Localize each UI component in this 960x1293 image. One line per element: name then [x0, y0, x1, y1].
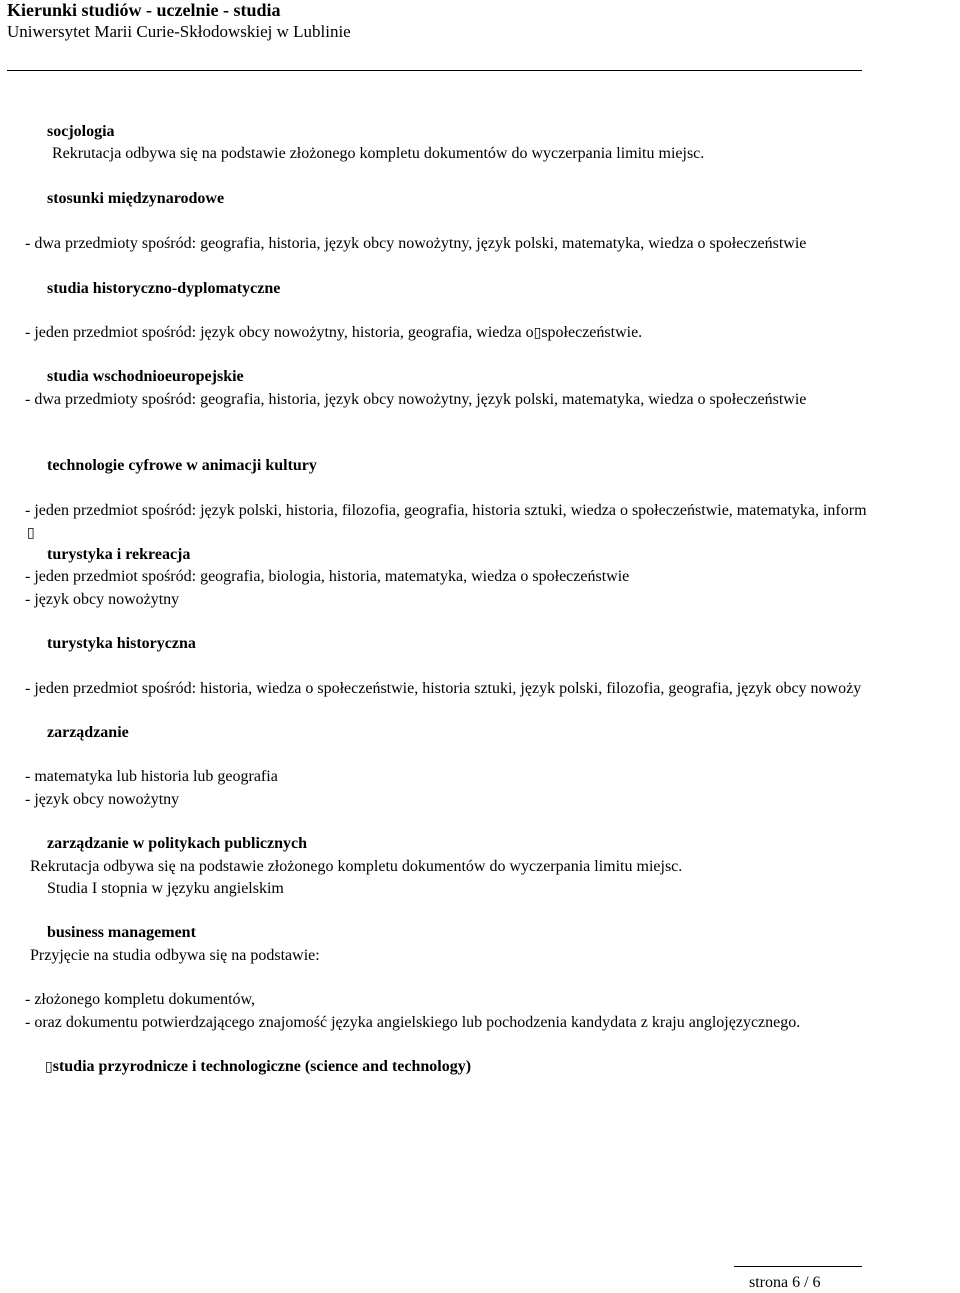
section-title-socjologia: socjologia	[47, 123, 115, 140]
section-req-zarzadzanie-1: - matematyka lub historia lub geografia	[25, 768, 278, 785]
section-req-turystyka-historyczna: - jeden przedmiot spośród: historia, wiedza o społeczeństwie, historia sztuki, język polski, filozofia, geografia, język obcy nowoży	[25, 680, 862, 697]
section-req-historyczno-end: społeczeństwie.	[541, 324, 643, 341]
section-title-polityki: zarządzanie w politykach publicznych	[47, 835, 308, 852]
section-req-business-1: - złożonego kompletu dokumentów,	[25, 991, 256, 1008]
section-req-technologie: - jeden przedmiot spośród: język polski, historia, filozofia, geografia, historia sztuki, wiedza o społeczeństwie, matematyka, inform	[25, 502, 867, 519]
section-req-turystyka-2: - język obcy nowożytny	[25, 591, 180, 608]
section-text-business: Przyjęcie na studia odbywa się na podstawie:	[30, 947, 320, 964]
section-title-zarzadzanie: zarządzanie	[47, 724, 129, 741]
missing-glyph-icon: ▯	[27, 525, 35, 541]
section-title-turystyka-historyczna: turystyka historyczna	[47, 635, 196, 652]
section-req-zarzadzanie-2: - język obcy nowożytny	[25, 791, 180, 808]
header-title: Kierunki studiów - uczelnie - studia	[7, 0, 281, 20]
section-req-stosunki: - dwa przedmioty spośród: geografia, historia, język obcy nowożytny, język polski, matematyka, wiedza o społeczeństwie	[25, 235, 807, 252]
section-title-turystyka: turystyka i rekreacja	[47, 546, 191, 563]
section-title-stosunki: stosunki międzynarodowe	[47, 190, 225, 207]
section-heading-angielski: Studia I stopnia w języku angielskim	[47, 880, 284, 897]
section-req-business-2: - oraz dokumentu potwierdzającego znajomość języka angielskiego lub pochodzenia kandydata z kraju anglojęzycznego.	[25, 1014, 801, 1031]
section-req-historyczno-start: - jeden przedmiot spośród: język obcy nowożytny, historia, geografia, wiedza o	[25, 324, 534, 341]
section-text-socjologia: Rekrutacja odbywa się na podstawie złożonego kompletu dokumentów do wyczerpania limitu miejsc.	[52, 145, 705, 162]
section-title-technologie: technologie cyfrowe w animacji kultury	[47, 457, 317, 474]
missing-glyph-icon: ▯	[45, 1059, 53, 1075]
section-req-historyczno	[25, 323, 642, 343]
section-req-turystyka-1: - jeden przedmiot spośród: geografia, biologia, historia, matematyka, wiedza o społeczeństwie	[25, 568, 630, 585]
section-title-science-text: studia przyrodnicze i technologiczne (science and technology)	[52, 1058, 472, 1075]
header-subtitle: Uniwersytet Marii Curie-Skłodowskiej w Lublinie	[7, 22, 351, 41]
page-header	[7, 0, 862, 71]
section-title-wschodnio: studia wschodnioeuropejskie	[47, 368, 244, 385]
page-number: strona 6 / 6	[749, 1274, 821, 1291]
section-req-wschodnio: - dwa przedmioty spośród: geografia, historia, język obcy nowożytny, język polski, matematyka, wiedza o społeczeństwie	[25, 391, 807, 408]
missing-glyph-icon: ▯	[533, 325, 542, 341]
footer-divider	[734, 1266, 862, 1267]
section-title-business: business management	[47, 924, 196, 941]
section-title-science	[45, 1057, 471, 1077]
section-title-historyczno: studia historyczno-dyplomatyczne	[47, 280, 281, 297]
section-text-polityki: Rekrutacja odbywa się na podstawie złożonego kompletu dokumentów do wyczerpania limitu miejsc.	[30, 858, 683, 875]
